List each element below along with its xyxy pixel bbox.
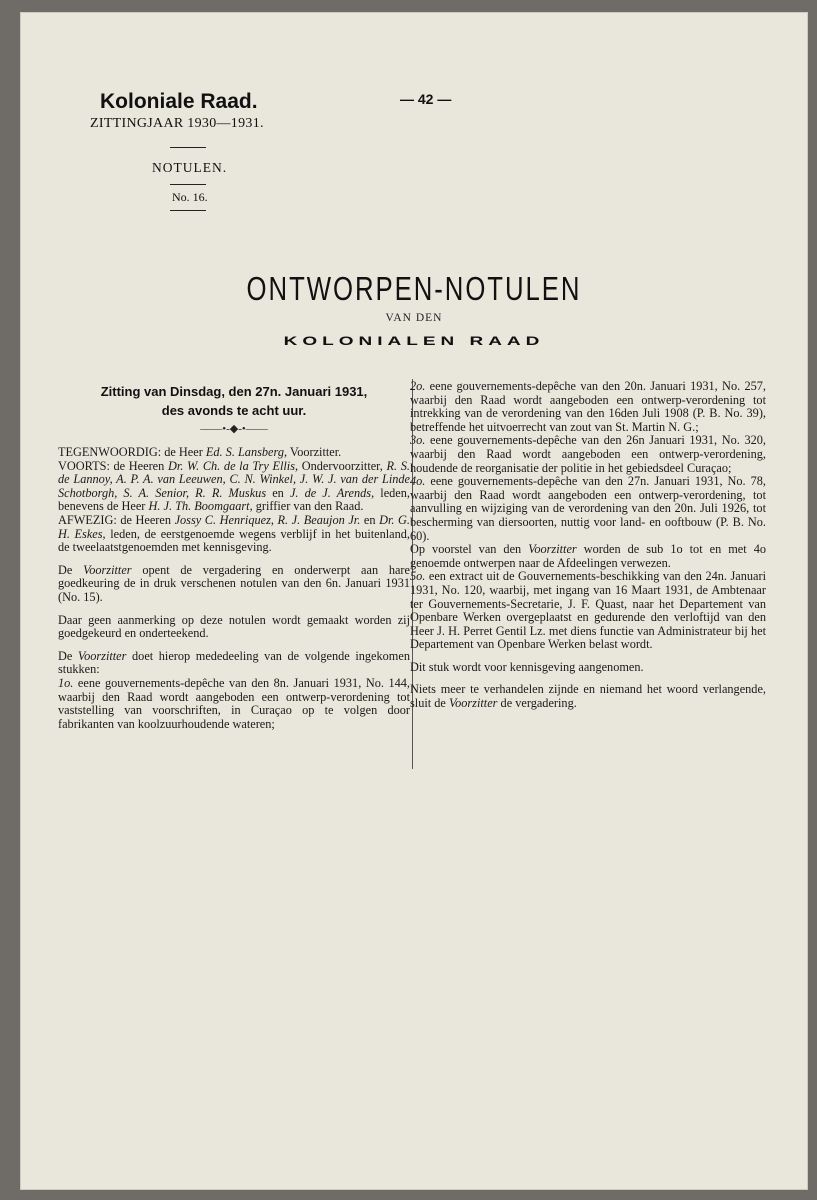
paragraph bbox=[410, 570, 766, 652]
paragraph bbox=[410, 475, 766, 543]
text-run: Dit stuk wordt voor kennisgeving aangenomen. bbox=[410, 659, 644, 674]
italic-text: 1o. bbox=[58, 675, 74, 690]
text-run: Voorzitter. bbox=[287, 445, 342, 459]
italic-text: R. S. de Lannoy, A. P. A. van Leeuwen, C. N. Winkel, J. W. J. van der Linde Schotborgh, S. A. Senior, R. R. Muskus bbox=[58, 458, 410, 500]
text-run: eene gouvernements-depêche van den 20n. Januari 1931, No. 257, waarbij den Raad wordt aangeboden een ontwerp-verordening tot intrekking van de verordening van den 16den Juli 1908 (P. B. No. 39), betreffende het uitvoerrecht van zout van St. Martin N. G.; bbox=[410, 379, 766, 434]
left-column bbox=[58, 382, 410, 731]
italic-text: Voorzitter bbox=[77, 648, 127, 663]
paragraph bbox=[410, 661, 766, 675]
paragraph bbox=[410, 380, 766, 434]
session-heading bbox=[58, 382, 410, 420]
left-column-body bbox=[58, 446, 410, 731]
text-run: leden, de eerstgenoemde wegens verblijf in het buitenland, de tweelaatstgenoemden met kennisgeving. bbox=[58, 526, 410, 555]
header-rule bbox=[170, 147, 206, 148]
italic-text: H. J. Th. Boomgaart, bbox=[148, 499, 253, 514]
document-number: No. 16. bbox=[172, 190, 208, 204]
italic-text: Ed. S. Lansberg, bbox=[205, 445, 288, 459]
text-run: en bbox=[360, 512, 380, 527]
header-rule bbox=[170, 210, 206, 211]
document-page bbox=[20, 12, 808, 1190]
text-run: een extract uit de Gouvernements-beschikking van den 24n. Januari 1931, No. 120, waarbij, met ingang van 16 Maart 1931, de Ambtenaar ter Gouvernements-Secretarie, J. F. Quast, naar het Departement van Openbare Werken overgeplaatst en gedurende den verloftijd van den Heer J. H. Perret Gentil Lz. met diens functie van Administrateur bij het Departement van Openbare Werken belast wordt. bbox=[410, 569, 766, 652]
text-run: Ondervoorzitter, bbox=[298, 458, 387, 473]
council-title: Koloniale Raad. bbox=[100, 90, 258, 113]
right-column bbox=[410, 380, 766, 711]
text-run: griffier van den Raad. bbox=[252, 499, 364, 514]
italic-text: 2o. bbox=[410, 379, 426, 393]
paragraph bbox=[58, 564, 410, 605]
text-run: opent de vergadering en onderwerpt aan hare goedkeuring de in druk verschenen notulen van den 6n. Januari 1931 (No. 15). bbox=[58, 562, 410, 604]
text-run: Op voorstel van den bbox=[410, 542, 529, 557]
paragraph bbox=[58, 614, 410, 641]
text-run: VOORTS: de Heeren bbox=[58, 458, 168, 473]
text-run: eene gouvernements-depêche van den 8n. Januari 1931, No. 144, waarbij den Raad wordt aangeboden een ontwerp-verordening tot vaststelling van voorschriften, in Curaçao op te volgen door fabrikanten van koolzuurhoudende wateren; bbox=[58, 675, 410, 731]
paragraph bbox=[58, 514, 410, 555]
paragraph bbox=[410, 434, 766, 475]
text-run: en bbox=[266, 485, 290, 500]
text-run: worden de sub 1o tot en met 4o genoemde ontwerpen naar de Afdeelingen verwezen. bbox=[410, 542, 766, 570]
text-run: leden, benevens de Heer bbox=[58, 485, 410, 514]
text-run: De bbox=[58, 648, 78, 663]
italic-text: Jossy C. Henriquez, R. J. Beaujon Jr. bbox=[174, 512, 361, 527]
right-column-body bbox=[410, 380, 766, 711]
italic-text: Dr. G. H. Eskes, bbox=[58, 512, 410, 541]
header-rule bbox=[170, 184, 206, 185]
paragraph bbox=[410, 683, 766, 710]
italic-text: Dr. W. Ch. de la Try Ellis, bbox=[167, 458, 299, 473]
italic-text: Voorzitter bbox=[528, 542, 577, 557]
italic-text: 4o. bbox=[410, 474, 426, 489]
italic-text: Voorzitter bbox=[83, 562, 132, 577]
text-run: Daar geen aanmerking op deze notulen wordt gemaakt worden zij goedgekeurd en onderteekend. bbox=[58, 612, 410, 641]
session-year: ZITTINGJAAR 1930—1931. bbox=[90, 116, 264, 131]
paragraph bbox=[58, 677, 410, 731]
text-run: AFWEZIG: de Heeren bbox=[58, 512, 175, 527]
text-run: De bbox=[58, 562, 84, 577]
paragraph bbox=[410, 543, 766, 570]
italic-text: J. de J. Arends, bbox=[289, 485, 375, 500]
text-run: doet hierop mededeeling van de volgende ingekomen stukken: bbox=[58, 648, 410, 677]
paragraph bbox=[58, 460, 410, 514]
page-number: — 42 — bbox=[400, 91, 452, 107]
text-run: eene gouvernements-depêche van den 26n Januari 1931, No. 320, waarbij den Raad wordt aangeboden een ontwerp-verordening, houdende de reorganisatie der politie in het gebiedsdeel Curaçao; bbox=[410, 433, 766, 475]
italic-text: 3o. bbox=[410, 433, 426, 448]
session-line-1: Zitting van Dinsdag, den 27n. Januari 1931, bbox=[100, 384, 368, 399]
session-line-2: des avonds te acht uur. bbox=[161, 403, 307, 418]
paragraph bbox=[58, 650, 410, 677]
ornament-divider: ——•-◆-•—— bbox=[200, 423, 268, 435]
document-title: ONTWORPEN-NOTULEN bbox=[246, 270, 582, 307]
italic-text: 5o. bbox=[410, 569, 426, 584]
text-run: de vergadering. bbox=[497, 696, 577, 711]
raad-label: KOLONIALEN RAAD bbox=[283, 335, 545, 349]
text-run: Niets meer te verhandelen zijnde en niemand het woord verlangende, sluit de bbox=[410, 682, 766, 711]
text-run: eene gouvernements-depêche van den 27n. Januari 1931, No. 78, waarbij den Raad wordt aangeboden een ontwerp-verordening, tot aanvulling en wijziging van de verordening van den 20n. Juli 1926, tot bescherming van diersoorten, nuttig voor land- en ooftbouw (P. B. No. 60). bbox=[410, 474, 766, 543]
van-den-label: VAN DEN bbox=[385, 312, 443, 324]
italic-text: Voorzitter bbox=[448, 696, 498, 711]
text-run: TEGENWOORDIG: de Heer bbox=[58, 445, 206, 459]
notulen-label: NOTULEN. bbox=[152, 160, 228, 175]
paragraph bbox=[58, 446, 410, 460]
